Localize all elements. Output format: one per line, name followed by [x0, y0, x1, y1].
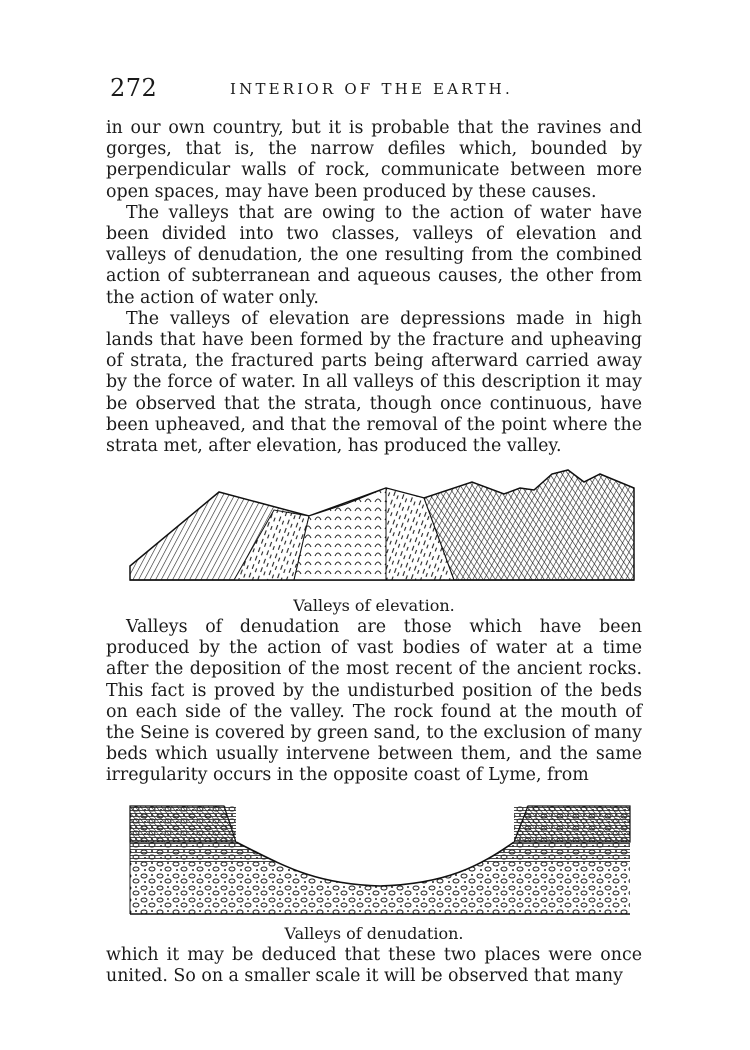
- paragraph: in our own country, but it is probable that the ravines and gorges, that is, the narrow defiles which, bounded by perpendicular walls of rock, communicate between more open spaces, may have been produced by these causes.: [106, 118, 642, 202]
- paragraph: The valleys of elevation are depressions made in high lands that have been formed by the fracture and upheaving of strata, the fractured parts being afterward carried away by the force of water. In all valleys of this description it may be observed that the strata, though once continuous, have been upheaved, and that the removal of the point where the strata met, after elevation, has produced the valley.: [106, 308, 642, 457]
- text-block-upper: [106, 118, 642, 457]
- page-header: [110, 74, 640, 104]
- paragraph: The valleys that are owing to the action of water have been divided into two classes, valleys of elevation and valleys of denudation, the one resulting from the combined action of subterranean and aqueous causes, the other from the action of water only.: [106, 202, 642, 308]
- valleys-of-elevation-figure: [124, 468, 636, 590]
- paragraph: Valleys of denudation are those which have been produced by the action of vast bodies of water at a time after the deposition of the most recent of the ancient rocks. This fact is proved by the undisturbed position of the beds on each side of the valley. The rock found at the mouth of the Seine is covered by green sand, to the exclusion of many beds which usually intervene between them, and the same irregularity occurs in the opposite coast of Lyme, from: [106, 617, 642, 786]
- valleys-of-denudation-figure: [124, 800, 634, 922]
- figure-caption-elevation: Valleys of elevation.: [293, 596, 455, 615]
- page-number: 272: [110, 74, 158, 102]
- text-block-middle: [106, 617, 642, 787]
- paragraph: which it may be deduced that these two places were once united. So on a smaller scale it will be observed that many: [106, 945, 642, 987]
- running-head: INTERIOR OF THE EARTH.: [230, 80, 513, 98]
- text-block-lower: [106, 945, 642, 987]
- figure-caption-denudation: Valleys of denudation.: [284, 924, 464, 943]
